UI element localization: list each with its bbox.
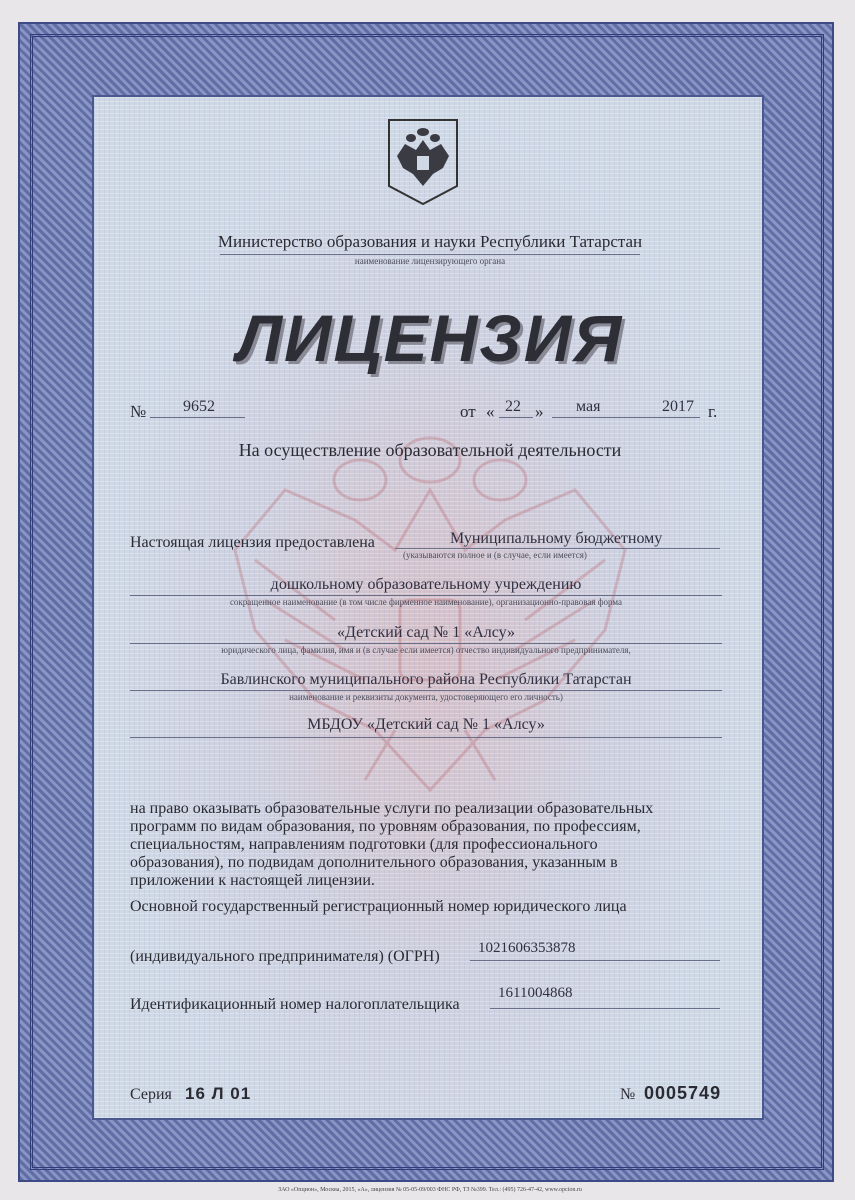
inn-value: 1611004868	[498, 985, 573, 1001]
date-day-underline	[499, 417, 533, 418]
licensee-underline-2	[130, 595, 722, 596]
licensee-underline-1	[395, 548, 720, 549]
series-value: 16 Л 01	[185, 1084, 252, 1103]
date-month-underline	[552, 417, 660, 418]
licensee-caption-2: сокращенное наименование (в том числе фирменное наименование), организационно-правовая форма	[229, 597, 623, 607]
inn-underline	[490, 1008, 720, 1009]
inn-label: Идентификационный номер налогоплательщика	[130, 996, 460, 1013]
license-number: 9652	[183, 398, 215, 415]
date-year-suffix: г.	[708, 402, 718, 421]
date-year-underline	[660, 417, 700, 418]
license-number-label: №	[130, 402, 147, 421]
date-year: 2017	[662, 398, 694, 415]
printer-note: ЗАО «Опцион», Москва, 2015, «А», лицензия № 05-05-09/003 ФНС РФ, ТЗ №399. Тел.: (495) 726-47-42, www.opcion.ru	[278, 1187, 582, 1193]
rights-line: на право оказывать образовательные услуги по реализации образовательных	[130, 800, 654, 817]
licensee-line-3: «Детский сад № 1 «Алсу»	[336, 624, 516, 641]
document-title: ЛИЦЕНЗИЯ	[236, 301, 624, 375]
date-day: 22	[505, 398, 521, 415]
ogrn-value: 1021606353878	[478, 940, 576, 956]
licensee-line-4: Бавлинского муниципального района Республики Татарстан	[220, 671, 632, 688]
series-label: Серия	[130, 1086, 172, 1103]
date-quote-close: »	[535, 402, 544, 421]
rights-line: приложении к настоящей лицензии.	[130, 872, 375, 889]
licensee-caption-4: наименование и реквизиты документа, удостоверяющего его личность)	[289, 692, 563, 702]
date-quote-open: «	[486, 402, 495, 421]
ogrn-label-2: (индивидуального предпринимателя) (ОГРН)	[130, 948, 440, 965]
license-number-underline	[150, 417, 245, 418]
coat-of-arms-icon	[383, 116, 463, 208]
licensee-underline-3	[130, 643, 722, 644]
rights-line: образования), по подвидам дополнительного образования, указанным в	[130, 854, 618, 871]
rights-paragraph	[130, 800, 722, 890]
date-month: мая	[576, 398, 601, 415]
licensee-underline-4	[130, 690, 722, 691]
licensee-line-2: дошкольному образовательному учреждению	[270, 576, 582, 593]
rights-line: программ по видам образования, по уровням образования, по профессиям,	[130, 818, 641, 835]
series-value-wrap	[185, 1084, 251, 1104]
licensee-caption-3: юридического лица, фамилия, имя и (в случае если имеется) отчество индивидуального предпринимателя,	[221, 645, 631, 655]
license-purpose: На осуществление образовательной деятельности	[238, 440, 622, 460]
licensee-intro: Настоящая лицензия предоставлена	[130, 534, 375, 551]
ogrn-label-1: Основной государственный регистрационный номер юридического лица	[130, 898, 627, 915]
issuer-name: Министерство образования и науки Республики Татарстан	[217, 232, 643, 251]
licensee-caption-1: (указываются полное и (в случае, если имеется)	[403, 550, 587, 560]
issuer-underline	[220, 254, 640, 255]
blank-number-label: №	[620, 1086, 636, 1103]
licensee-underline-5	[130, 737, 722, 738]
rights-line: специальностям, направлениям подготовки (для профессионального	[130, 836, 598, 853]
blank-number: 0005749	[644, 1083, 722, 1103]
ogrn-underline	[470, 960, 720, 961]
date-from-label: от	[460, 402, 476, 421]
issuer-caption: наименование лицензирующего органа	[354, 256, 506, 266]
licensee-line-1: Муниципальному бюджетному	[450, 530, 663, 547]
licensee-short-name: МБДОУ «Детский сад № 1 «Алсу»	[307, 716, 545, 733]
